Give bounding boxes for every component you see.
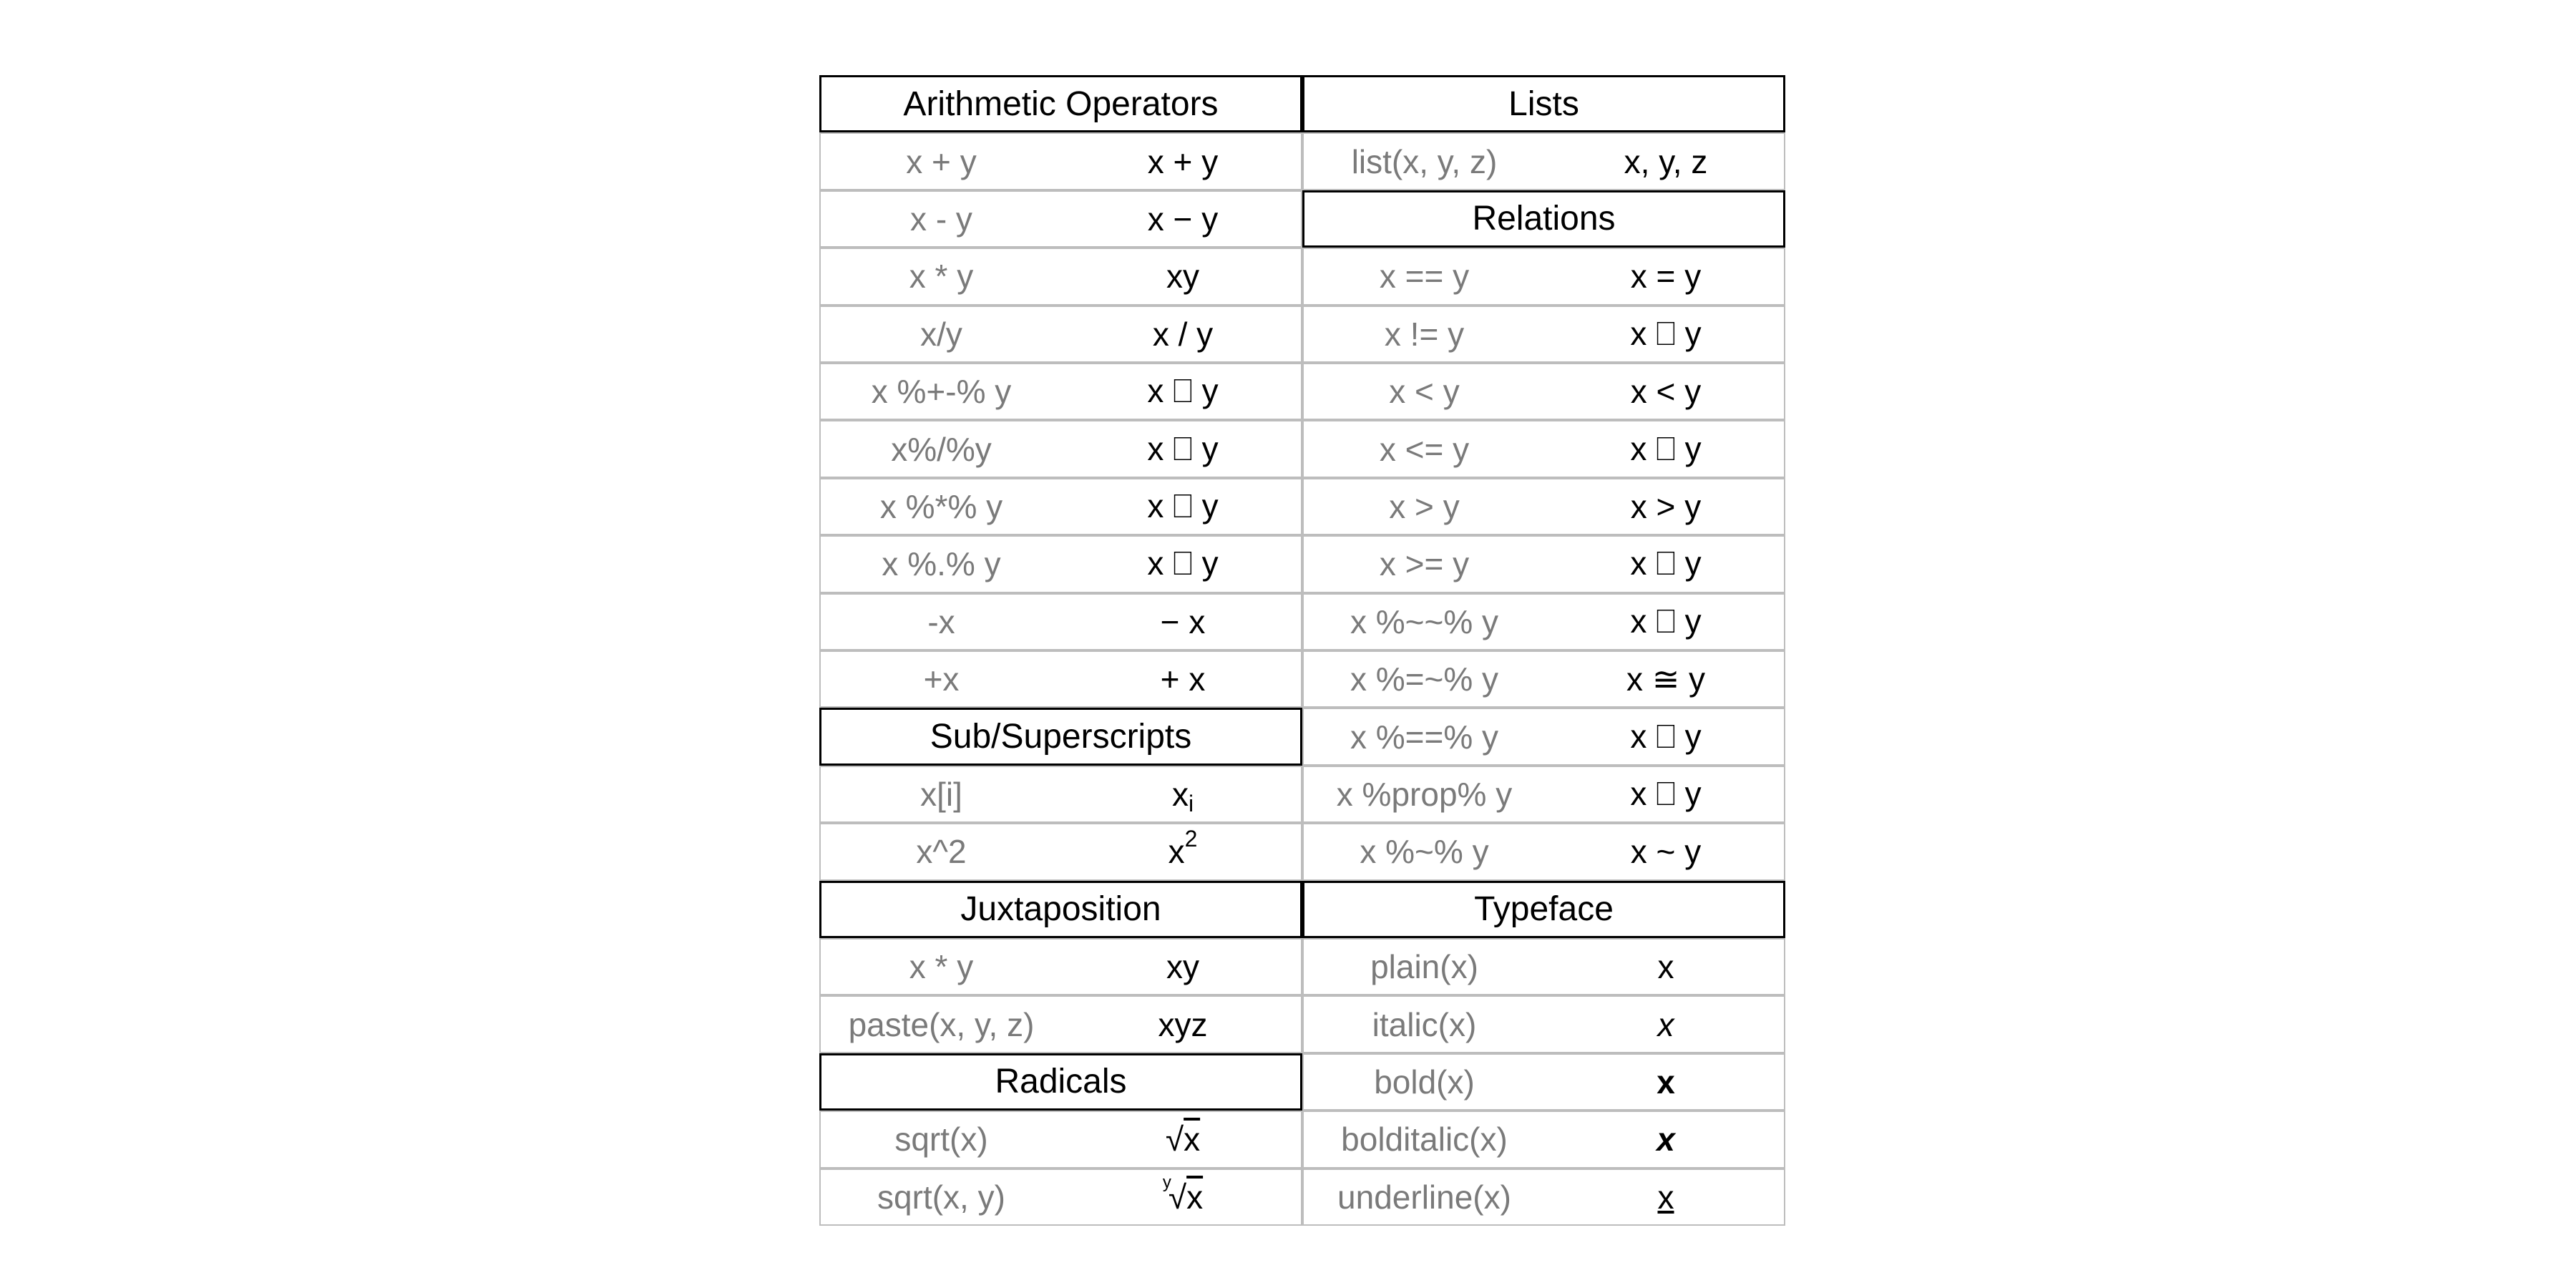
rendered-text: x − y xyxy=(1147,200,1219,238)
table-row xyxy=(819,478,1302,535)
code-cell: x %~~% y xyxy=(1350,602,1499,640)
rendered-text: x ~ y xyxy=(1630,833,1702,871)
rendered-text: xy xyxy=(1166,948,1199,986)
rendered-cell xyxy=(1062,537,1304,591)
table-row xyxy=(819,650,1302,708)
table-row xyxy=(819,248,1302,305)
rendered-cell xyxy=(1545,940,1787,994)
code-cell: italic(x) xyxy=(1372,1005,1477,1043)
section-header: Lists xyxy=(1302,75,1785,132)
rendered-text: x xyxy=(1657,1063,1675,1101)
rendered-text: x ⎕ y xyxy=(1147,545,1219,582)
section-header: Sub/Superscripts xyxy=(819,708,1302,765)
rendered-cell xyxy=(1062,1112,1304,1166)
rendered-text: x < y xyxy=(1630,373,1702,411)
code-cell: x/y xyxy=(920,315,962,353)
rendered-text: x / y xyxy=(1152,315,1214,353)
rendered-text: x ⎕ y xyxy=(1630,602,1702,640)
section-header: Radicals xyxy=(819,1053,1302,1111)
rendered-cell xyxy=(1545,1112,1787,1166)
rendered-cell xyxy=(1062,997,1304,1051)
section-header: Arithmetic Operators xyxy=(819,75,1302,132)
rendered-cell xyxy=(1545,307,1787,361)
rendered-cell xyxy=(1545,997,1787,1051)
rendered-cell xyxy=(1062,364,1304,419)
table-row xyxy=(819,132,1302,190)
code-cell: x <= y xyxy=(1379,430,1470,468)
code-cell: sqrt(x) xyxy=(894,1121,988,1158)
rendered-cell xyxy=(1062,249,1304,303)
code-cell: underline(x) xyxy=(1337,1178,1511,1216)
rendered-text: x xyxy=(1657,1121,1675,1158)
code-cell: sqrt(x, y) xyxy=(877,1178,1005,1216)
table-row xyxy=(819,306,1302,363)
table-row xyxy=(1302,650,1785,708)
rendered-cell xyxy=(1545,1055,1787,1109)
rendered-cell xyxy=(1062,307,1304,361)
rendered-cell xyxy=(1545,767,1787,821)
rendered-text: − x xyxy=(1160,602,1206,640)
table-row xyxy=(819,1111,1302,1168)
plotmath-reference-table xyxy=(819,75,1785,1226)
rendered-text: x xyxy=(1657,948,1674,986)
rendered-text: x ≅ y xyxy=(1626,660,1706,698)
radicand: x xyxy=(1186,1178,1204,1216)
rendered-cell xyxy=(1062,134,1304,188)
code-cell: x > y xyxy=(1389,487,1460,525)
rendered-text: x xyxy=(1168,833,1185,871)
right-column xyxy=(1302,75,1785,1226)
rendered-text: x = y xyxy=(1630,258,1702,296)
code-cell: x%/%y xyxy=(891,430,992,468)
rendered-text: x ⎕ y xyxy=(1630,774,1702,812)
code-cell: x == y xyxy=(1379,258,1470,296)
table-row xyxy=(819,938,1302,995)
table-row xyxy=(819,363,1302,420)
rendered-cell xyxy=(1545,421,1787,476)
code-cell: x %=~% y xyxy=(1350,660,1499,698)
table-row xyxy=(1302,1053,1785,1111)
rendered-cell xyxy=(1062,824,1304,879)
rendered-text: xyz xyxy=(1158,1005,1208,1043)
table-row xyxy=(1302,1169,1785,1226)
rendered-text: x ⎕ y xyxy=(1147,372,1219,410)
rendered-cell xyxy=(1062,595,1304,649)
code-cell: x %~% y xyxy=(1360,833,1489,871)
code-cell: x - y xyxy=(910,200,972,238)
radicand: x xyxy=(1184,1121,1201,1158)
subscript: i xyxy=(1188,791,1194,817)
code-cell: x * y xyxy=(909,948,974,986)
table-row xyxy=(1302,593,1785,650)
rendered-cell xyxy=(1062,940,1304,994)
rendered-cell xyxy=(1545,249,1787,303)
code-cell: x < y xyxy=(1389,373,1460,411)
code-cell: x + y xyxy=(906,142,977,180)
rendered-cell xyxy=(1062,652,1304,706)
radical-index: y xyxy=(1162,1172,1171,1192)
rendered-cell xyxy=(1062,479,1304,534)
table-row xyxy=(1302,363,1785,420)
table-row xyxy=(1302,132,1785,190)
code-cell: list(x, y, z) xyxy=(1351,142,1498,180)
table-row xyxy=(1302,1111,1785,1168)
section-header: Relations xyxy=(1302,190,1785,248)
table-row xyxy=(1302,306,1785,363)
rendered-cell xyxy=(1545,652,1787,706)
table-row xyxy=(1302,248,1785,305)
code-cell: bolditalic(x) xyxy=(1341,1121,1508,1158)
rendered-cell xyxy=(1545,1170,1787,1224)
superscript: 2 xyxy=(1184,825,1198,852)
code-cell: x * y xyxy=(909,258,974,296)
rendered-text: x xyxy=(1171,775,1189,813)
rendered-cell xyxy=(1545,479,1787,534)
rendered-text: x > y xyxy=(1630,487,1702,525)
code-cell: x[i] xyxy=(920,775,962,813)
table-row xyxy=(819,766,1302,823)
table-row xyxy=(1302,478,1785,535)
table-row xyxy=(1302,708,1785,765)
table-row xyxy=(819,190,1302,248)
code-cell: x %==% y xyxy=(1350,718,1499,756)
rendered-cell xyxy=(1062,192,1304,246)
rendered-cell xyxy=(1545,364,1787,419)
rendered-cell xyxy=(1062,421,1304,476)
table-row xyxy=(819,535,1302,592)
rendered-cell xyxy=(1062,767,1304,821)
rendered-text: x ⎕ y xyxy=(1147,429,1219,467)
table-row xyxy=(1302,535,1785,592)
code-cell: x %prop% y xyxy=(1336,775,1513,813)
rendered-text: + x xyxy=(1160,660,1206,698)
section-header: Juxtaposition xyxy=(819,881,1302,938)
table-row xyxy=(1302,420,1785,477)
code-cell: x != y xyxy=(1384,315,1465,353)
rendered-cell xyxy=(1545,595,1787,649)
code-cell: x %+-% y xyxy=(871,373,1012,411)
rendered-cell xyxy=(1545,134,1787,188)
code-cell: x^2 xyxy=(916,833,967,871)
rendered-text: x ⎕ y xyxy=(1147,487,1219,525)
section-header: Typeface xyxy=(1302,881,1785,938)
rendered-text: x, y, z xyxy=(1624,142,1708,180)
rendered-text: x ⎕ y xyxy=(1630,717,1702,755)
rendered-text: x + y xyxy=(1147,142,1219,180)
rendered-cell xyxy=(1545,709,1787,763)
table-row xyxy=(819,995,1302,1053)
rendered-cell xyxy=(1062,1170,1304,1224)
table-row xyxy=(819,420,1302,477)
radical-sign: √ xyxy=(1168,1178,1187,1216)
code-cell: bold(x) xyxy=(1374,1063,1475,1101)
table-row xyxy=(1302,995,1785,1053)
code-cell: x %*% y xyxy=(879,487,1003,525)
table-row xyxy=(819,593,1302,650)
code-cell: +x xyxy=(923,660,960,698)
rendered-text: x ⎕ y xyxy=(1630,314,1702,352)
table-row xyxy=(819,823,1302,880)
left-column xyxy=(819,75,1302,1226)
code-cell: plain(x) xyxy=(1370,948,1478,986)
table-row xyxy=(1302,823,1785,880)
code-cell: x %.% y xyxy=(882,545,1001,583)
code-cell: x >= y xyxy=(1379,545,1470,583)
rendered-cell xyxy=(1545,537,1787,591)
code-cell: paste(x, y, z) xyxy=(848,1005,1035,1043)
rendered-text: x xyxy=(1657,1178,1674,1216)
rendered-text: xy xyxy=(1166,258,1199,296)
rendered-text: x xyxy=(1657,1005,1674,1043)
table-row xyxy=(1302,766,1785,823)
code-cell: -x xyxy=(927,602,955,640)
table-row xyxy=(819,1169,1302,1226)
table-row xyxy=(1302,938,1785,995)
rendered-text: x ⎕ y xyxy=(1630,429,1702,467)
rendered-text: x ⎕ y xyxy=(1630,545,1702,582)
radical-sign: √ xyxy=(1165,1121,1184,1158)
rendered-cell xyxy=(1545,824,1787,879)
